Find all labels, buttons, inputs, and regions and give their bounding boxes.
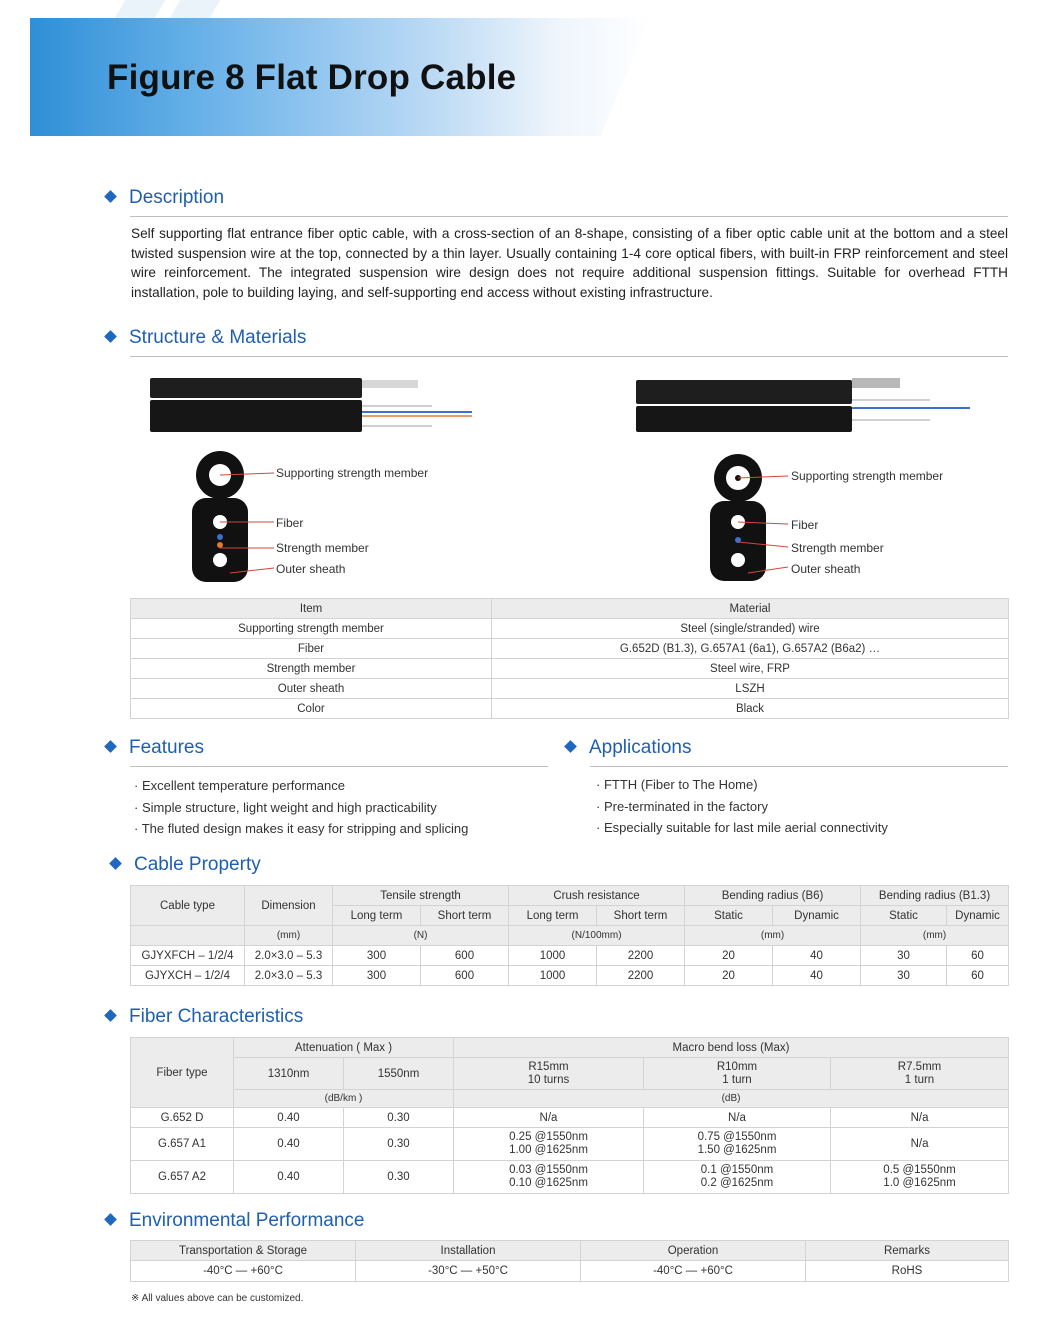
- table-row: [131, 946, 1009, 966]
- table-unit: (mm): [685, 926, 861, 946]
- table-header-row: [131, 886, 1009, 906]
- list-item: · Especially suitable for last mile aerial connectivity: [596, 820, 888, 835]
- table-cell: 0.75 @1550nm 1.50 @1625nm: [644, 1128, 831, 1161]
- table-header: Attenuation ( Max ): [234, 1038, 454, 1058]
- description-text: Self supporting flat entrance fiber optic cable, with a cross-section of an 8-shape, consisting of a fiber optic cable unit at the bottom and a steel twisted suspension wire at the top, connected by a thin layer. Usually containing 1-4 core optical fibers, with built-in FRP reinforcement and steel wire reinforcement. The integrated suspension wire design does not require additional suspension fittings. Suitable for overhead FTTH installation, pole to building laying, and self-supporting end access without existing infrastructure.: [131, 226, 1008, 300]
- table-cell: N/a: [644, 1108, 831, 1128]
- table-cell: -30°C — +50°C: [356, 1261, 581, 1282]
- section-heading-fiber-characteristics: Fiber Characteristics: [106, 1006, 303, 1028]
- table-units-row: [131, 926, 1009, 946]
- suspension-wire: [362, 380, 418, 388]
- table-cell: 0.25 @1550nm 1.00 @1625nm: [454, 1128, 644, 1161]
- table-cell: GJYXFCH – 1/2/4: [131, 946, 245, 966]
- table-header: Dynamic: [947, 906, 1009, 926]
- table-cell: N/a: [831, 1108, 1009, 1128]
- section-heading-applications: Applications: [566, 737, 691, 759]
- table-header: Bending radius (B1.3): [861, 886, 1009, 906]
- list-item: · Simple structure, light weight and high practicability: [134, 799, 437, 815]
- table-cell: 0.40: [234, 1108, 344, 1128]
- diamond-bullet-icon: [564, 740, 577, 753]
- diamond-bullet-icon: [104, 1213, 117, 1226]
- table-cell: N/a: [831, 1128, 1009, 1161]
- table-cell: 300: [333, 966, 421, 986]
- cable-lower-body: [636, 406, 852, 432]
- table-cell: -40°C — +60°C: [581, 1261, 806, 1282]
- table-header: Crush resistance: [509, 886, 685, 906]
- table-header: 1310nm: [234, 1058, 344, 1090]
- table-header-row: [131, 599, 1009, 619]
- table-cell: G.657 A1: [131, 1128, 234, 1161]
- table-header: Bending radius (B6): [685, 886, 861, 906]
- table-cell: Fiber: [131, 639, 492, 659]
- table-header: Static: [685, 906, 773, 926]
- table-header: Tensile strength: [333, 886, 509, 906]
- table-header: Operation: [581, 1241, 806, 1261]
- table-cell: 0.03 @1550nm 0.10 @1625nm: [454, 1161, 644, 1194]
- table-cell: Outer sheath: [131, 679, 492, 699]
- table-cell: 30: [861, 946, 947, 966]
- banner-stripe: [170, 0, 220, 18]
- fiber-core-icon: [217, 534, 223, 540]
- section-divider: [590, 766, 1008, 767]
- cable-upper-body: [150, 378, 362, 398]
- table-row: [131, 1128, 1009, 1161]
- table-cell: 0.30: [344, 1161, 454, 1194]
- table-cell: RoHS: [806, 1261, 1009, 1282]
- list-item: · FTTH (Fiber to The Home): [596, 777, 758, 792]
- table-units-row: [131, 1090, 1009, 1108]
- table-header: Cable type: [131, 886, 245, 926]
- table-row: [131, 1161, 1009, 1194]
- diamond-bullet-icon: [109, 857, 122, 870]
- table-cell: 2.0×3.0 – 5.3: [245, 946, 333, 966]
- table-row: [131, 1108, 1009, 1128]
- table-unit: (N/100mm): [509, 926, 685, 946]
- table-row: [131, 679, 1009, 699]
- table-cell: 300: [333, 946, 421, 966]
- diagram-label: Fiber: [791, 518, 819, 532]
- section-divider: [130, 216, 1008, 217]
- table-cell: -40°C — +60°C: [131, 1261, 356, 1282]
- cable-property-table: [130, 885, 1009, 986]
- table-cell: 600: [421, 966, 509, 986]
- table-cell: 40: [773, 966, 861, 986]
- table-cell: Black: [492, 699, 1009, 719]
- table-cell: 0.5 @1550nm 1.0 @1625nm: [831, 1161, 1009, 1194]
- table-header-row: [131, 1038, 1009, 1058]
- section-heading-features: Features: [106, 737, 204, 759]
- table-header: Static: [861, 906, 947, 926]
- section-divider: [130, 356, 1008, 357]
- cable-diagram-left: [140, 370, 490, 590]
- table-cell: Supporting strength member: [131, 619, 492, 639]
- table-cell: 0.30: [344, 1128, 454, 1161]
- table-cell: Steel (single/stranded) wire: [492, 619, 1009, 639]
- table-cell: GJYXCH – 1/2/4: [131, 966, 245, 986]
- applications-list: [596, 774, 888, 839]
- table-header: Long term: [509, 906, 597, 926]
- diamond-bullet-icon: [104, 740, 117, 753]
- table-row: [131, 619, 1009, 639]
- table-cell: G.652D (B1.3), G.657A1 (6a1), G.657A2 (B6a2) …: [492, 639, 1009, 659]
- section-heading-cable-property: Cable Property: [111, 854, 261, 876]
- table-unit: (mm): [861, 926, 1009, 946]
- table-row: [131, 639, 1009, 659]
- section-heading-description: Description: [106, 187, 224, 209]
- list-item: · Excellent temperature performance: [134, 778, 345, 793]
- diamond-bullet-icon: [104, 1009, 117, 1022]
- fiber-characteristics-table: [130, 1037, 1009, 1194]
- table-cell: 2200: [597, 946, 685, 966]
- table-header: Remarks: [806, 1241, 1009, 1261]
- table-header: Long term: [333, 906, 421, 926]
- table-header: 1550nm: [344, 1058, 454, 1090]
- table-header: R15mm 10 turns: [454, 1058, 644, 1090]
- section-heading-environmental: Environmental Performance: [106, 1210, 365, 1232]
- table-header: Dimension: [245, 886, 333, 926]
- table-header: R10mm 1 turn: [644, 1058, 831, 1090]
- diagram-label: Outer sheath: [791, 562, 861, 576]
- footnote: ※ All values above can be customized.: [131, 1293, 304, 1304]
- table-header: Short term: [597, 906, 685, 926]
- environmental-table: [130, 1240, 1009, 1282]
- page-title: Figure 8 Flat Drop Cable: [107, 58, 517, 97]
- table-header: Item: [131, 599, 492, 619]
- table-unit: (N): [333, 926, 509, 946]
- cable-upper-body: [636, 380, 852, 404]
- table-cell: 1000: [509, 966, 597, 986]
- table-row: [131, 659, 1009, 679]
- fiber-core-icon: [217, 542, 223, 548]
- diagram-label: Outer sheath: [276, 562, 346, 576]
- diamond-bullet-icon: [104, 330, 117, 343]
- materials-table: [130, 598, 1009, 719]
- list-item: · Pre-terminated in the factory: [596, 798, 768, 814]
- table-cell: 0.30: [344, 1108, 454, 1128]
- table-cell: 600: [421, 946, 509, 966]
- banner-stripe: [115, 0, 165, 18]
- diamond-bullet-icon: [104, 190, 117, 203]
- diagram-label: Supporting strength member: [276, 466, 429, 480]
- table-header: Material: [492, 599, 1009, 619]
- table-row: [131, 699, 1009, 719]
- diagram-label: Strength member: [791, 541, 884, 555]
- diagram-label: Fiber: [276, 516, 304, 530]
- table-cell: Color: [131, 699, 492, 719]
- table-header: R7.5mm 1 turn: [831, 1058, 1009, 1090]
- table-header: Macro bend loss (Max): [454, 1038, 1009, 1058]
- table-cell: G.657 A2: [131, 1161, 234, 1194]
- table-header: Fiber type: [131, 1038, 234, 1108]
- table-header: Transportation & Storage: [131, 1241, 356, 1261]
- fiber-dot-icon: [731, 553, 745, 567]
- fiber-dot-icon: [213, 553, 227, 567]
- table-header: Dynamic: [773, 906, 861, 926]
- table-cell: G.652 D: [131, 1108, 234, 1128]
- table-cell: 0.40: [234, 1128, 344, 1161]
- list-item: · The fluted design makes it easy for stripping and splicing: [134, 821, 469, 836]
- table-cell: Strength member: [131, 659, 492, 679]
- table-cell: 40: [773, 946, 861, 966]
- stranded-suspension-wire: [852, 378, 900, 388]
- table-cell: 1000: [509, 946, 597, 966]
- table-cell: 30: [861, 966, 947, 986]
- table-cell: 2.0×3.0 – 5.3: [245, 966, 333, 986]
- table-header: Short term: [421, 906, 509, 926]
- table-header: Installation: [356, 1241, 581, 1261]
- table-unit: (dB/km ): [234, 1090, 454, 1108]
- table-cell: 0.1 @1550nm 0.2 @1625nm: [644, 1161, 831, 1194]
- table-row: [131, 966, 1009, 986]
- table-cell: 20: [685, 966, 773, 986]
- section-divider: [130, 766, 548, 767]
- table-unit: (dB): [454, 1090, 1009, 1108]
- table-cell: LSZH: [492, 679, 1009, 699]
- table-cell: 60: [947, 966, 1009, 986]
- table-header-row: [131, 1241, 1009, 1261]
- cable-lower-body: [150, 400, 362, 432]
- diagram-label: Supporting strength member: [791, 469, 944, 483]
- table-cell: 20: [685, 946, 773, 966]
- table-cell: Steel wire, FRP: [492, 659, 1009, 679]
- section-heading-structure: Structure & Materials: [106, 327, 306, 349]
- table-unit: (mm): [245, 926, 333, 946]
- table-header: [131, 926, 245, 946]
- table-header-row: [131, 1058, 1009, 1090]
- table-row: [131, 1261, 1009, 1282]
- table-cell: 60: [947, 946, 1009, 966]
- table-cell: N/a: [454, 1108, 644, 1128]
- table-cell: 2200: [597, 966, 685, 986]
- diagram-label: Strength member: [276, 541, 369, 555]
- features-list: [134, 775, 468, 840]
- table-cell: 0.40: [234, 1161, 344, 1194]
